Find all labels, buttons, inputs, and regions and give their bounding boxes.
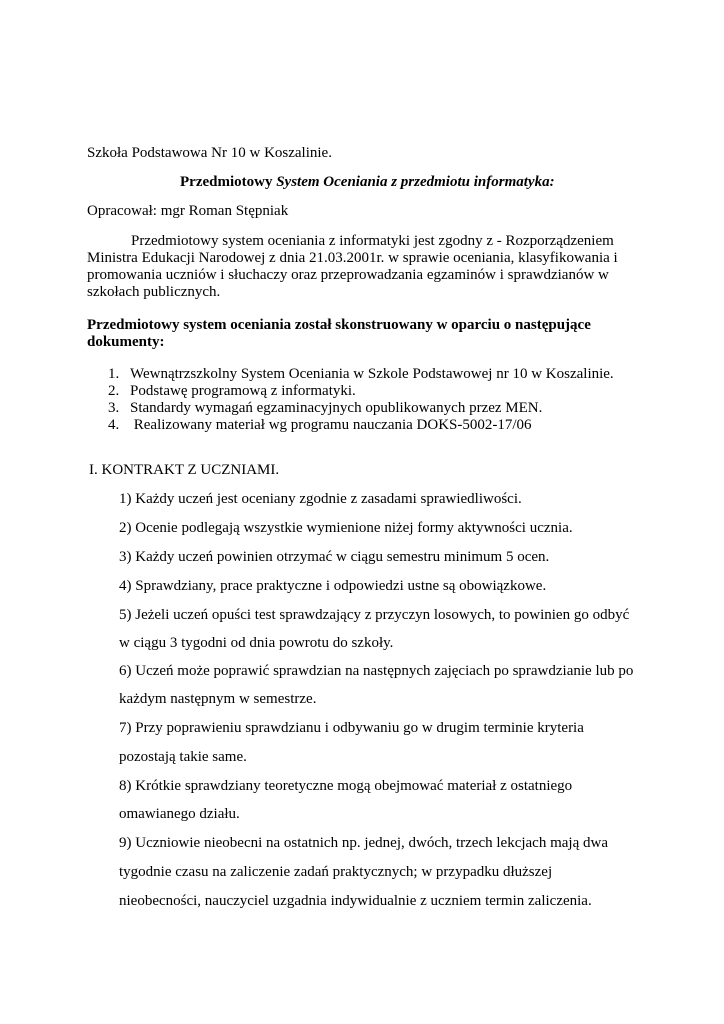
intro-line: szkołach publicznych. (87, 284, 221, 300)
contract-line: 1) Każdy uczeń jest oceniany zgodnie z zasadami sprawiedliwości. (119, 491, 522, 507)
contract-line: pozostają takie same. (119, 749, 247, 765)
title-prefix: Przedmiotowy (180, 174, 277, 190)
school-name: Szkoła Podstawowa Nr 10 w Koszalinie. (87, 145, 332, 161)
intro-line: promowania uczniów i słuchaczy oraz przeprowadzania egzaminów i sprawdzianów w (87, 267, 609, 283)
contract-line: 8) Krótkie sprawdziany teoretyczne mogą obejmować materiał z ostatniego (119, 778, 573, 794)
contract-line: w ciągu 3 tygodni od dnia powrotu do szkoły. (119, 635, 394, 651)
documents-heading: dokumenty: (87, 334, 165, 350)
contract-heading: I. KONTRAKT Z UCZNIAMI. (89, 462, 280, 478)
list-item-number: 4. (108, 417, 120, 433)
documents-heading: Przedmiotowy system oceniania został skonstruowany w oparciu o następujące (87, 317, 591, 333)
contract-line: 4) Sprawdziany, prace praktyczne i odpowiedzi ustne są obowiązkowe. (119, 578, 547, 594)
list-item-number: 3. (108, 400, 120, 416)
list-item-number: 1. (108, 366, 120, 382)
title-italic: System Oceniania z przedmiotu informatyka: (276, 174, 555, 190)
list-item (108, 382, 356, 400)
list-item-text: Standardy wymagań egzaminacyjnych opublikowanych przez MEN. (130, 400, 543, 416)
list-item-text: Podstawę programową z informatyki. (130, 383, 356, 399)
contract-line: 6) Uczeń może poprawić sprawdzian na następnych zajęciach po sprawdzianie lub po (119, 663, 634, 679)
list-item (108, 365, 614, 383)
list-item (108, 416, 532, 434)
contract-line: tygodnie czasu na zaliczenie zadań praktycznych; w przypadku dłuższej (119, 864, 553, 880)
contract-line: 2) Ocenie podlegają wszystkie wymienione niżej formy aktywności ucznia. (119, 520, 573, 536)
contract-line: każdym następnym w semestrze. (119, 691, 317, 707)
intro-line: Przedmiotowy system oceniania z informatyki jest zgodny z - Rozporządzeniem (131, 233, 614, 249)
contract-line: omawianego działu. (119, 806, 240, 822)
author-line: Opracował: mgr Roman Stępniak (87, 203, 289, 219)
list-item-text: Wewnątrzszkolny System Oceniania w Szkole Podstawowej nr 10 w Koszalinie. (130, 366, 614, 382)
intro-line: Ministra Edukacji Narodowej z dnia 21.03.2001r. w sprawie oceniania, klasyfikowania i (87, 250, 618, 266)
contract-line: 3) Każdy uczeń powinien otrzymać w ciągu semestru minimum 5 ocen. (119, 549, 550, 565)
list-item-text: Realizowany materiał wg programu nauczania DOKS-5002-17/06 (130, 417, 532, 433)
contract-line: 5) Jeżeli uczeń opuści test sprawdzający z przyczyn losowych, to powinien go odbyć (119, 607, 630, 623)
document-title (180, 173, 555, 191)
contract-line: 7) Przy poprawieniu sprawdzianu i odbywaniu go w drugim terminie kryteria (119, 720, 584, 736)
contract-line: nieobecności, nauczyciel uzgadnia indywidualnie z uczniem termin zaliczenia. (119, 893, 592, 909)
contract-line: 9) Uczniowie nieobecni na ostatnich np. jednej, dwóch, trzech lekcjach mają dwa (119, 835, 608, 851)
list-item (108, 399, 542, 417)
list-item-number: 2. (108, 383, 120, 399)
